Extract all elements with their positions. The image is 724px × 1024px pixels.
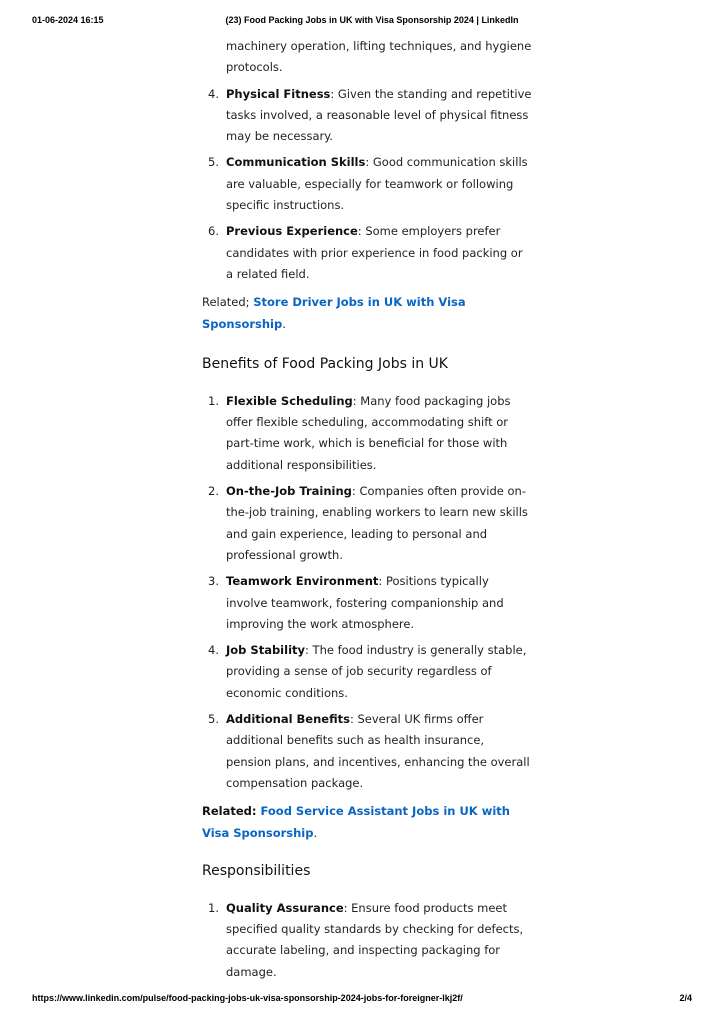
item-text: : Several UK firms offer additional benefits such as health insurance, pension plans, and incentives, enhancing the overall compensation package. xyxy=(226,712,530,790)
responsibilities-list xyxy=(202,898,532,983)
print-header xyxy=(0,15,724,31)
print-url: https://www.linkedin.com/pulse/food-packing-jobs-uk-visa-sponsorship-2024-jobs-for-foreigner-lkj2f/ xyxy=(32,993,463,1003)
list-number: 5. xyxy=(208,712,219,727)
list-item xyxy=(202,898,532,983)
related-link-paragraph xyxy=(202,292,532,335)
list-item xyxy=(202,571,532,635)
item-text: : Good communication skills are valuable, especially for teamwork or following specific instructions. xyxy=(226,155,528,213)
item-term: Physical Fitness xyxy=(226,86,331,101)
item-term: Previous Experience xyxy=(226,224,358,239)
item-term: Job Stability xyxy=(226,643,306,658)
item-term: Teamwork Environment xyxy=(226,574,379,589)
item-term: Communication Skills xyxy=(226,155,366,170)
benefits-heading: Benefits of Food Packing Jobs in UK xyxy=(202,355,448,372)
related-link-food-service[interactable]: Food Service Assistant Jobs in UK with Visa Sponsorship xyxy=(202,804,510,840)
list-item xyxy=(202,221,532,285)
continuation-paragraph: machinery operation, lifting techniques, and hygiene protocols. xyxy=(226,39,532,75)
item-text: : Positions typically involve teamwork, fostering companionship and improving the work atmosphere. xyxy=(226,574,504,631)
list-item xyxy=(202,391,532,476)
list-number: 4. xyxy=(208,643,219,658)
related-suffix: . xyxy=(313,825,318,840)
list-number: 1. xyxy=(208,900,219,915)
item-text: : Ensure food products meet specified quality standards by checking for defects, accurate labeling, and inspecting packaging for damage. xyxy=(226,900,524,979)
print-datetime: 01-06-2024 16:15 xyxy=(32,15,104,25)
related-prefix: Related; xyxy=(202,295,254,310)
item-term: On-the-Job Training xyxy=(226,484,352,499)
responsibilities-heading: Responsibilities xyxy=(202,862,311,879)
item-text: : Some employers prefer candidates with prior experience in food packing or a related field. xyxy=(226,224,523,281)
list-item xyxy=(202,481,532,566)
list-number: 5. xyxy=(208,155,219,170)
item-text: : Given the standing and repetitive tasks involved, a reasonable level of physical fitness may be necessary. xyxy=(226,86,532,144)
list-item xyxy=(202,152,532,216)
list-number: 1. xyxy=(208,393,219,408)
list-number: 3. xyxy=(208,574,219,589)
related-link-paragraph xyxy=(202,801,532,844)
print-page-number: 2/4 xyxy=(679,993,692,1003)
list-item xyxy=(202,709,532,794)
list-number: 6. xyxy=(208,224,219,239)
print-page-title: (23) Food Packing Jobs in UK with Visa Sponsorship 2024 | LinkedIn xyxy=(225,15,519,25)
item-term: Quality Assurance xyxy=(226,900,344,915)
related-link-store-driver[interactable]: Store Driver Jobs in UK with Visa Sponsorship xyxy=(202,295,466,331)
item-text: : Companies often provide on-the-job training, enabling workers to learn new skills and gain experience, leading to personal and professional growth. xyxy=(226,484,528,562)
related-prefix: Related: xyxy=(202,804,261,819)
item-text: : Many food packaging jobs offer flexible scheduling, accommodating shift or part-time work, which is beneficial for those with additional responsibilities. xyxy=(226,393,511,472)
benefits-list xyxy=(202,391,532,794)
list-item xyxy=(202,640,532,704)
list-item xyxy=(202,84,532,148)
print-footer xyxy=(0,993,724,1009)
item-text: : The food industry is generally stable, providing a sense of job security regardless of economic conditions. xyxy=(226,643,527,700)
item-term: Additional Benefits xyxy=(226,712,350,727)
item-term: Flexible Scheduling xyxy=(226,393,353,408)
related-suffix: . xyxy=(282,316,286,331)
requirements-list xyxy=(202,84,532,286)
article-body xyxy=(202,36,532,988)
list-number: 4. xyxy=(208,86,219,101)
list-number: 2. xyxy=(208,484,219,499)
